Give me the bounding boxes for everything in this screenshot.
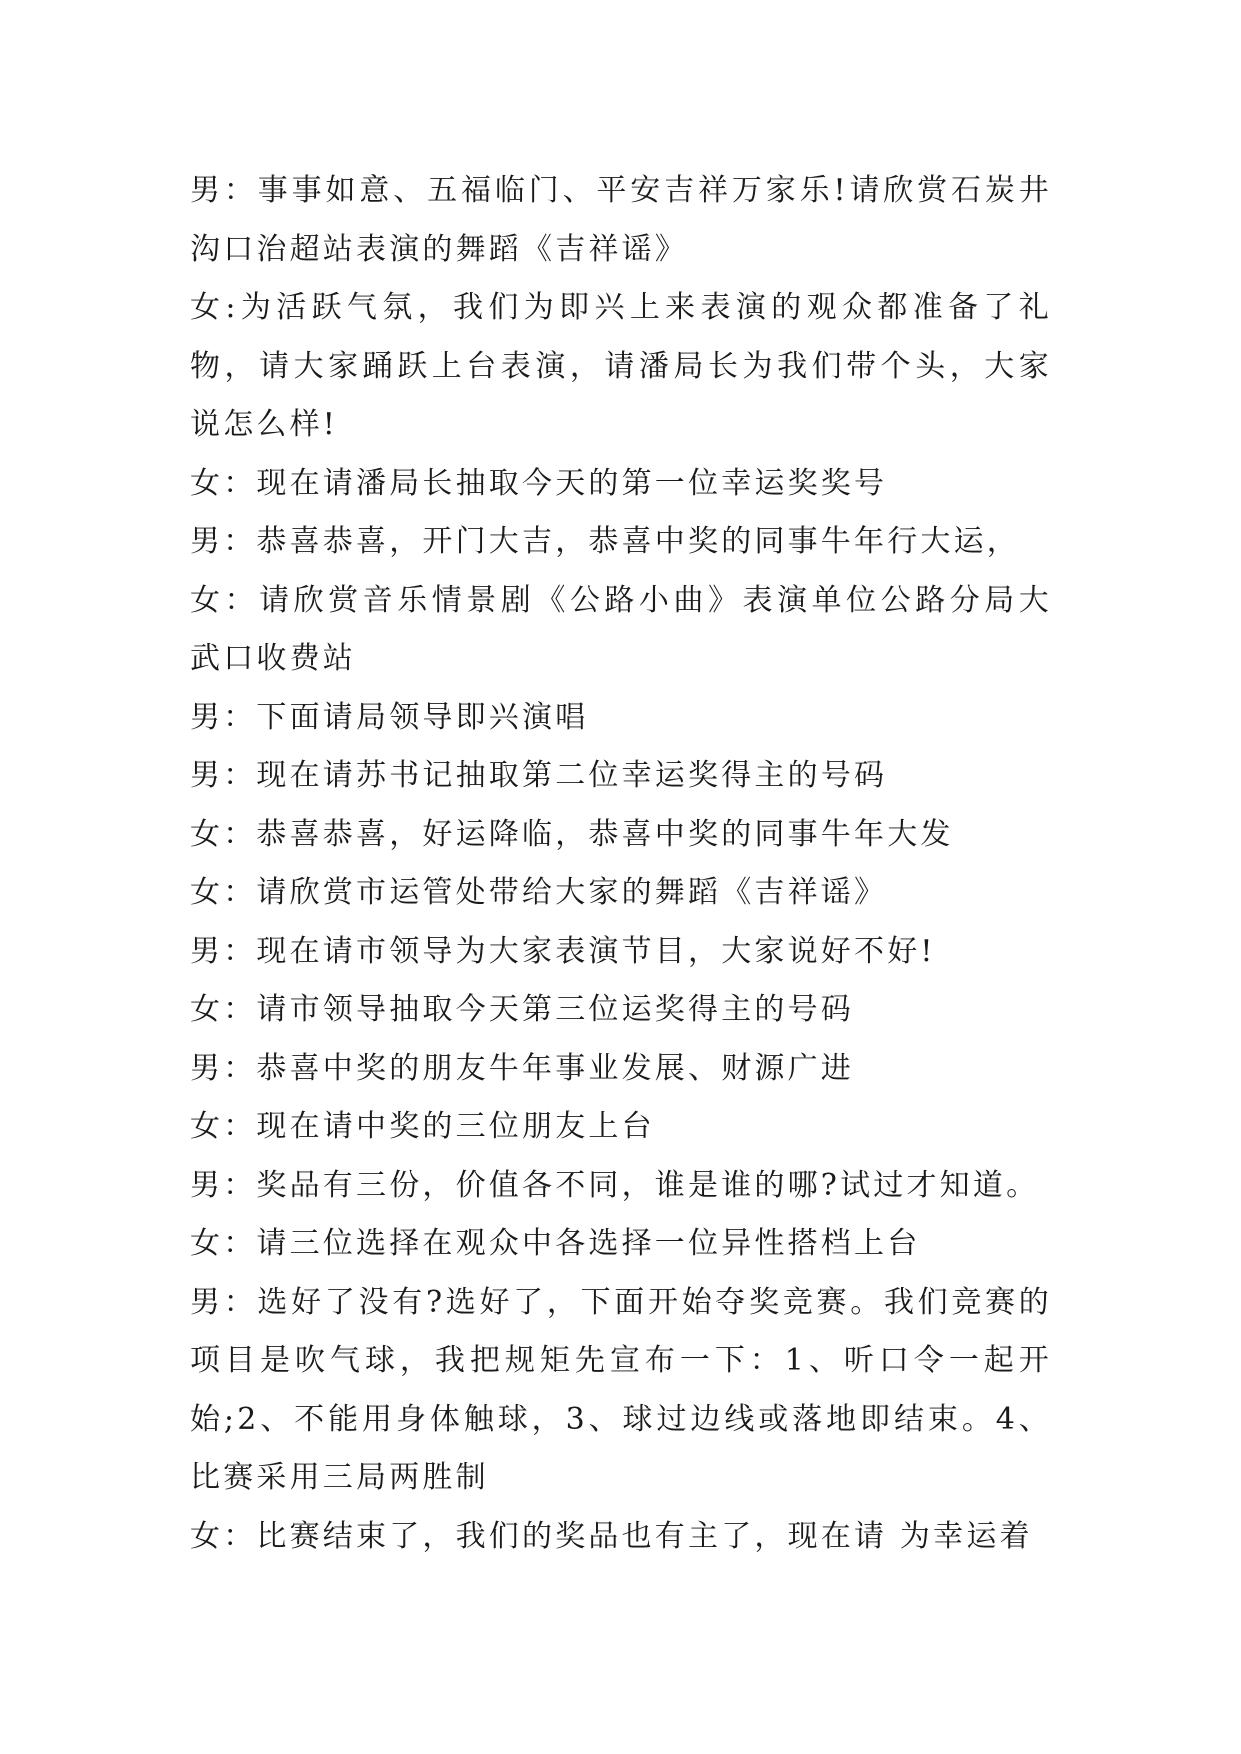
paragraph: 女：请三位选择在观众中各选择一位异性搭档上台 [190,1226,921,1261]
document-body [190,162,1052,1566]
paragraph: 男：选好了没有?选好了，下面开始夺奖竞赛。我们竞赛的项目是吹气球，我把规矩先宣布一下：1、听口令一起开始;2、不能用身体触球，3、球过边线或落地即结束。4、比赛采用三局两胜制 [190,1284,1052,1495]
paragraph: 女：现在请潘局长抽取今天的第一位幸运奖奖号 [190,465,888,501]
paragraph: 女：请市领导抽取今天第三位运奖得主的号码 [190,992,854,1027]
paragraph: 男：奖品有三份，价值各不同，谁是谁的哪?试过才知道。 [190,1167,1040,1203]
paragraph: 男：事事如意、五福临门、平安吉祥万家乐!请欣赏石炭井沟口治超站表演的舞蹈《吉祥谣》 [190,173,1052,267]
paragraph: 男：恭喜恭喜，开门大吉，恭喜中奖的同事牛年行大运， [190,524,1020,559]
paragraph: 女：比赛结束了，我们的奖品也有主了，现在请 为幸运着 [190,1518,1033,1554]
paragraph: 男：恭喜中奖的朋友牛年事业发展、财源广进 [190,1050,854,1086]
paragraph: 男：下面请局领导即兴演唱 [190,699,589,735]
paragraph: 女：请欣赏市运管处带给大家的舞蹈《吉祥谣》 [190,875,888,910]
paragraph: 女：恭喜恭喜，好运降临，恭喜中奖的同事牛年大发 [190,816,954,852]
paragraph: 女：现在请中奖的三位朋友上台 [190,1109,655,1144]
paragraph: 男：现在请市领导为大家表演节目，大家说好不好! [190,933,936,969]
paragraph: 女:为活跃气氛，我们为即兴上来表演的观众都准备了礼物，请大家踊跃上台表演，请潘局长为我们带个头，大家说怎么样! [190,290,1052,442]
paragraph: 男：现在请苏书记抽取第二位幸运奖得主的号码 [190,758,888,793]
paragraph: 女：请欣赏音乐情景剧《公路小曲》表演单位公路分局大武口收费站 [190,582,1052,676]
